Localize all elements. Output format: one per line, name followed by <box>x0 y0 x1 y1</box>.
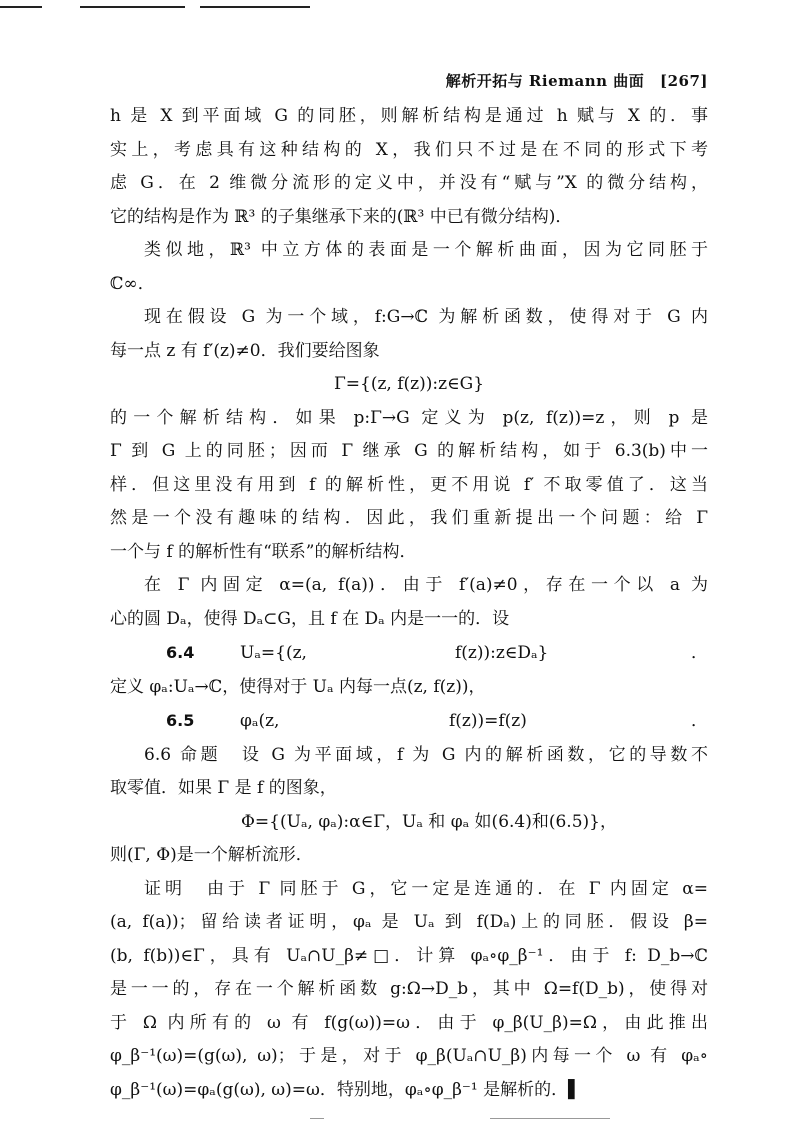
text-line: ℂ∞． <box>110 273 155 294</box>
text-line: 证明 由于 Γ 同胚于 G，它一定是连通的．在 Γ 内固定 α= <box>144 878 708 899</box>
running-title: 解析开拓与 Riemann 曲面 <box>445 72 645 90</box>
text-line: 一个与 f 的解析性有“联系”的解析结构． <box>110 541 417 562</box>
labeled-equation-6-4 <box>110 636 708 671</box>
text-line: 取零值．如果 Γ 是 f 的图象， <box>110 778 337 798</box>
text-line: 在 Γ 内固定 α=(a, f(a))．由于 f′(a)≠0，存在一个以 a 为 <box>144 575 708 595</box>
text-line: 6.6 命题 设 G 为平面域，f 为 G 内的解析函数，它的导数不 <box>144 744 708 765</box>
proof-block <box>110 873 708 1108</box>
text-line: 心的圆 Dₐ，使得 Dₐ⊂G，且 f 在 Dₐ 内是一一的．设 <box>110 608 510 629</box>
running-header <box>110 70 708 91</box>
text-line: 虑 G．在 2 维微分流形的定义中，并没有“赋与”X 的微分结构， <box>110 173 708 193</box>
text-line: 是一一的，存在一个解析函数 g:Ω→D_b，其中 Ω=f(D_b)，使得对 <box>110 979 708 999</box>
equation-number: 6.4 <box>166 643 195 662</box>
equation-text: Uₐ={(z, f(z)):z∈Dₐ}． <box>240 643 708 663</box>
equation-number: 6.5 <box>166 711 195 730</box>
bottom-mark-1 <box>310 1118 324 1119</box>
text-line: (a, f(a))；留给读者证明，φₐ 是 Uₐ 到 f(Dₐ)上的同胚．假设 β= <box>110 912 708 932</box>
paragraph-block-1 <box>110 100 708 636</box>
equation-text: φₐ(z, f(z))=f(z)． <box>240 711 708 731</box>
page-number: [267] <box>659 72 708 90</box>
top-rule-mid <box>80 6 185 8</box>
top-rule-left <box>0 6 42 8</box>
text-line: 实上，考虑具有这种结构的 X，我们只不过是在不同的形式下考 <box>110 139 708 160</box>
text-line: 类似地，ℝ³ 中立方体的表面是一个解析曲面，因为它同胚于 <box>144 240 708 260</box>
top-rule-right <box>200 6 310 8</box>
text-line: 的一个解析结构．如果 p:Γ→G 定义为 p(z, f(z))=z，则 p 是 <box>110 407 708 428</box>
definition-line: 定义 φₐ:Uₐ→ℂ，使得对于 Uₐ 内每一点(z, f(z))， <box>110 676 486 697</box>
text-line: φ_β⁻¹(ω)=φₐ(g(ω), ω)=ω．特别地，φₐ∘φ_β⁻¹ 是解析的．▌ <box>110 1079 582 1100</box>
bottom-mark-2 <box>490 1118 610 1119</box>
text-line: 它的结构是作为 ℝ³ 的子集继承下来的(ℝ³ 中已有微分结构)． <box>110 206 573 227</box>
text-line: 于 Ω 内所有的 ω 有 f(g(ω))=ω．由于 φ_β(U_β)=Ω，由此推出 <box>110 1012 708 1033</box>
page-body <box>110 100 708 1107</box>
text-line: h 是 X 到平面域 G 的同胚，则解析结构是通过 h 赋与 X 的．事 <box>110 106 708 126</box>
text-line: Φ={(Uₐ, φₐ):α∈Γ，Uₐ 和 φₐ 如(6.4)和(6.5)}， <box>241 811 617 832</box>
text-line: (b, f(b))∈Γ，具有 Uₐ∩U_β≠□．计算 φₐ∘φ_β⁻¹．由于 f: D_b→ℂ <box>110 945 708 966</box>
text-line: φ_β⁻¹(ω)=(g(ω), ω)；于是，对于 φ_β(Uₐ∩U_β)内每一个 ω 有 φₐ∘ <box>110 1046 708 1066</box>
text-line: 则(Γ, Φ)是一个解析流形． <box>110 845 313 865</box>
text-line: 然是一个没有趣味的结构．因此，我们重新提出一个问题：给 Γ <box>110 508 708 528</box>
text-line: Γ 到 G 上的同胚；因而 Γ 继承 G 的解析结构，如于 6.3(b)中一 <box>110 441 708 461</box>
labeled-equation-6-5 <box>110 704 708 739</box>
text-line: 每一点 z 有 f′(z)≠0．我们要给图象 <box>110 340 380 361</box>
text-line: 现在假设 G 为一个域，f:G→ℂ 为解析函数，使得对于 G 内 <box>144 307 708 327</box>
text-line: 样．但这里没有用到 f 的解析性，更不用说 f′ 不取零值了．这当 <box>110 474 708 495</box>
proposition-block <box>110 739 708 873</box>
text-line: Γ={(z, f(z)):z∈G} <box>333 374 485 394</box>
